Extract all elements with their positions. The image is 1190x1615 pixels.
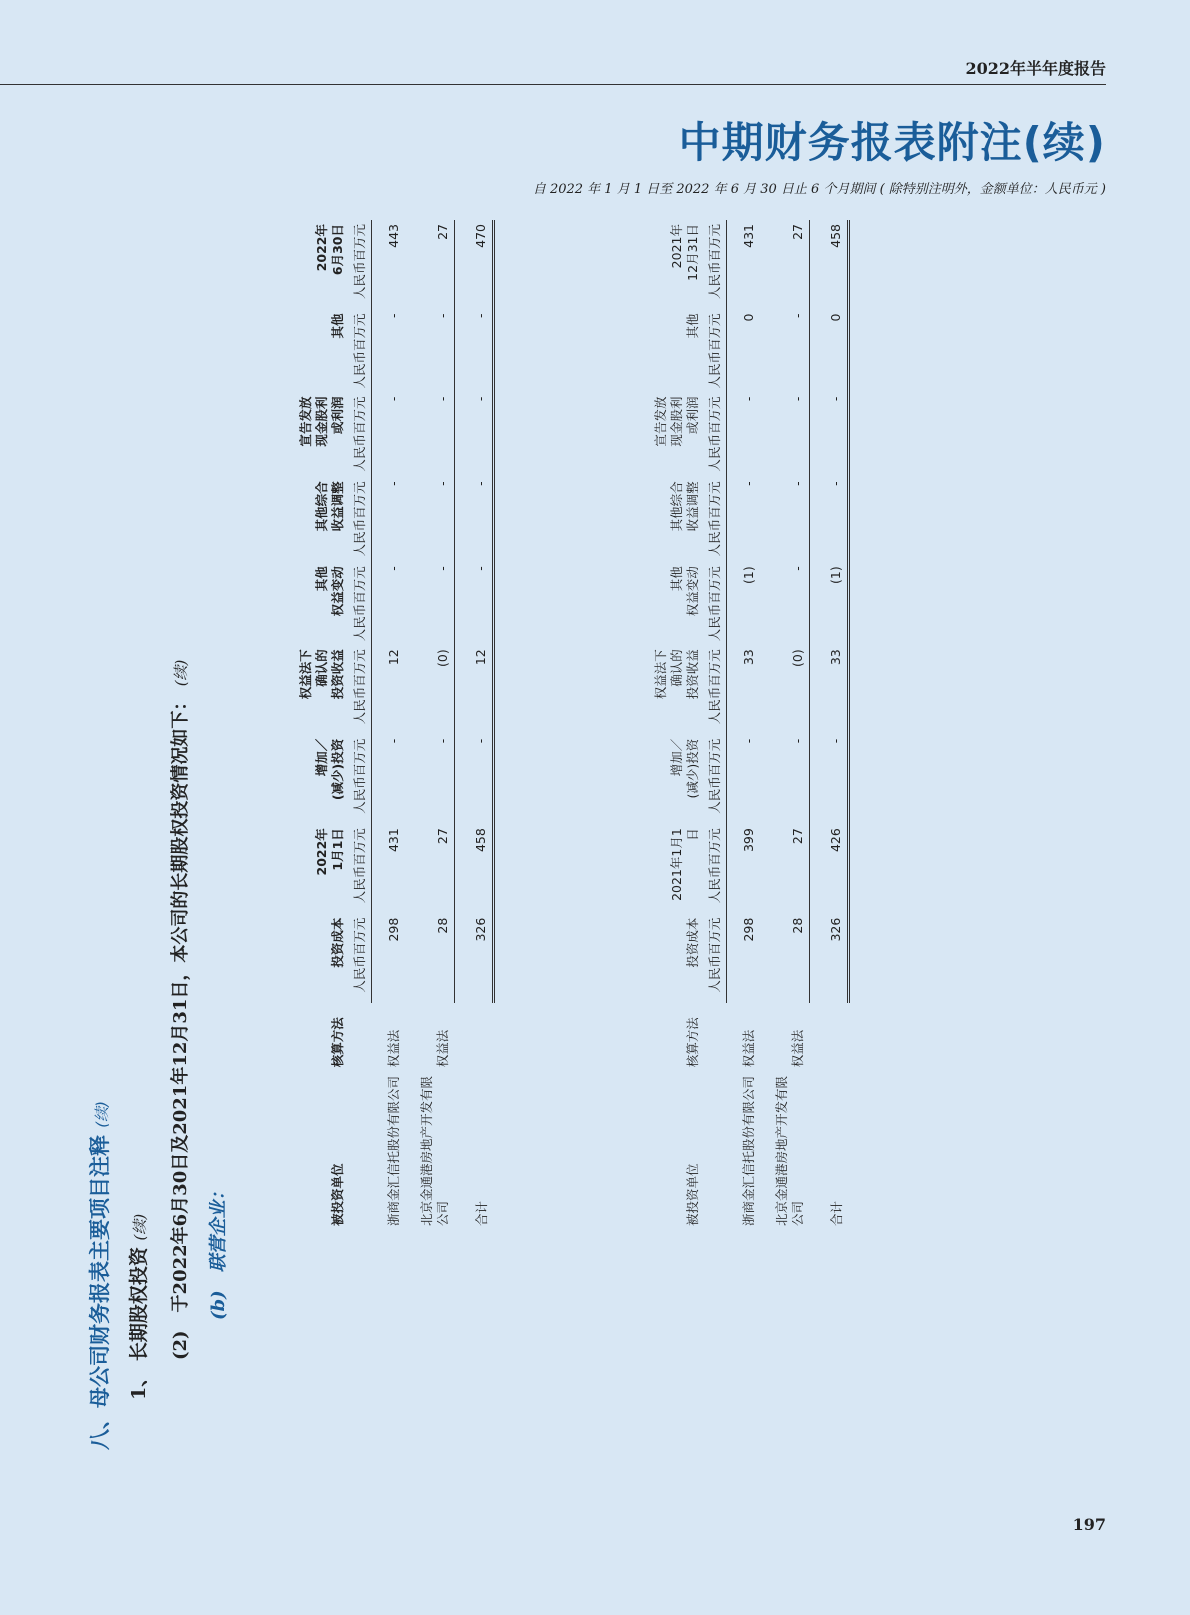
unit-cell: 人民币百万元 <box>349 914 372 1003</box>
column-header: 投资成本 <box>685 917 700 968</box>
value-cell: 27 <box>434 828 450 845</box>
value-cell: - <box>741 396 756 402</box>
column-header: 其他 权益变动 <box>314 566 345 617</box>
column-header: 投资成本 <box>330 917 345 968</box>
value-cell: - <box>386 481 401 486</box>
unit-cell: 人民币百万元 <box>704 914 727 1003</box>
table-intro <box>166 660 192 1360</box>
associates-heading: (b) 联营企业： <box>208 1182 229 1320</box>
total-value: - <box>454 393 493 478</box>
unit-cell: 人民币百万元 <box>704 220 727 310</box>
value-cell: 443 <box>386 224 401 248</box>
page-heading: 中期财务报表附注(续) <box>678 118 1106 167</box>
unit-cell: 人民币百万元 <box>704 310 727 393</box>
report-title: 2022年半年度报告 <box>965 59 1106 78</box>
value-cell: 27 <box>434 224 450 240</box>
total-value: 12 <box>454 645 493 734</box>
table-header-row <box>295 220 349 1230</box>
column-header: 权益法下 确认的 投资收益 <box>653 649 700 700</box>
value-cell: 298 <box>741 917 756 942</box>
unit-cell: 人民币百万元 <box>704 477 727 562</box>
accounting-method: 权益法 <box>790 1029 805 1068</box>
total-value <box>809 1003 848 1071</box>
unit-cell: 人民币百万元 <box>704 393 727 478</box>
section-title-cont: (续) <box>93 1100 111 1128</box>
accounting-method: 权益法 <box>386 1029 401 1068</box>
value-cell: 33 <box>741 649 756 666</box>
table-row <box>760 220 809 1230</box>
table-row <box>405 220 454 1230</box>
accounting-method: 权益法 <box>435 1029 450 1068</box>
value-cell: 28 <box>789 917 805 934</box>
value-cell: - <box>386 313 401 319</box>
value-cell: 298 <box>386 917 401 942</box>
total-label: 合计 <box>474 1200 489 1226</box>
investment-table-2021 <box>650 220 850 1230</box>
value-cell: - <box>434 396 450 402</box>
period-note: 自 2022 年 1 月 1 日至 2022 年 6 月 30 日止 6 个月期间 ( 除特别注明外，金额单位：人民币元 ) <box>532 182 1106 197</box>
value-cell: 27 <box>789 828 805 845</box>
value-cell: - <box>789 481 805 486</box>
value-cell: 28 <box>434 917 450 934</box>
unit-cell: 人民币百万元 <box>704 562 727 645</box>
column-header: 核算方法 <box>685 1017 700 1068</box>
value-cell: 27 <box>789 224 805 240</box>
table-row <box>727 220 761 1230</box>
column-header: 宣告发放 现金股利 或利润 <box>653 396 700 447</box>
column-header: 2021年 12月31日 <box>669 224 700 281</box>
value-cell: - <box>386 566 401 571</box>
value-cell: - <box>386 738 401 744</box>
total-value: 426 <box>809 824 848 913</box>
unit-cell <box>349 1003 372 1071</box>
total-value: - <box>454 735 493 824</box>
subsection-heading-cont: (续) <box>131 1213 149 1241</box>
value-cell: - <box>434 313 450 319</box>
value-cell: (1) <box>741 566 756 584</box>
page-number: 197 <box>1072 1515 1106 1534</box>
column-header: 2022年 6月30日 <box>314 224 345 276</box>
total-value: 326 <box>809 914 848 1003</box>
total-value: (1) <box>809 562 848 645</box>
value-cell: - <box>434 566 450 571</box>
total-label: 合计 <box>829 1200 844 1226</box>
total-value: - <box>809 477 848 562</box>
table-row <box>372 220 406 1230</box>
unit-cell: 人民币百万元 <box>349 220 372 310</box>
accounting-method: 权益法 <box>741 1029 756 1068</box>
column-header: 增加／ (减少)投资 <box>314 738 345 801</box>
table-total-row <box>809 220 848 1230</box>
investee-name: 浙商金汇信托股份有限公司 <box>741 1075 756 1226</box>
investee-name: 北京金通港房地产开发有限公司 <box>419 1075 450 1226</box>
value-cell: - <box>789 396 805 402</box>
column-header: 权益法下 确认的 投资收益 <box>298 649 345 700</box>
value-cell: - <box>386 396 401 402</box>
total-value: - <box>809 735 848 824</box>
investee-name: 浙商金汇信托股份有限公司 <box>386 1075 401 1226</box>
column-header: 2022年 1月1日 <box>314 828 345 876</box>
investment-table-2022 <box>295 220 495 1230</box>
investee-name: 北京金通港房地产开发有限公司 <box>774 1075 805 1226</box>
unit-cell: 人民币百万元 <box>349 735 372 824</box>
unit-cell: 人民币百万元 <box>349 824 372 913</box>
total-value: 458 <box>454 824 493 913</box>
subsection-heading-text: 1、 长期股权投资 <box>128 1247 150 1400</box>
column-header: 核算方法 <box>330 1017 345 1068</box>
column-header: 被投资单位 <box>685 1163 700 1226</box>
total-value <box>454 1003 493 1071</box>
value-cell: - <box>741 738 756 744</box>
unit-cell: 人民币百万元 <box>704 824 727 913</box>
value-cell: 431 <box>741 224 756 248</box>
value-cell: 12 <box>386 649 401 666</box>
total-value: 458 <box>809 220 848 310</box>
unit-cell <box>704 1003 727 1071</box>
table-unit-row <box>349 220 372 1230</box>
column-header: 其他 权益变动 <box>669 566 700 617</box>
column-header: 宣告发放 现金股利 或利润 <box>298 396 345 447</box>
value-cell: - <box>434 481 450 486</box>
subsection-heading <box>124 1214 151 1400</box>
table-intro-cont: (续) <box>172 659 190 687</box>
value-cell: (0) <box>789 649 805 667</box>
column-header: 其他 <box>685 313 700 339</box>
value-cell: - <box>434 738 450 744</box>
total-value: - <box>454 562 493 645</box>
column-header: 增加／ (减少)投资 <box>669 738 700 799</box>
value-cell: 399 <box>741 828 756 853</box>
table-intro-text: (2) 于2022年6月30日及2021年12月31日，本公司的长期股权投资情况如下： <box>170 692 191 1360</box>
section-title <box>84 1101 114 1450</box>
value-cell: - <box>741 481 756 486</box>
value-cell: - <box>789 738 805 744</box>
unit-cell: 人民币百万元 <box>704 735 727 824</box>
value-cell: - <box>789 566 805 571</box>
rotated-page-body <box>80 220 960 1450</box>
unit-cell: 人民币百万元 <box>349 562 372 645</box>
unit-cell <box>349 1071 372 1230</box>
table-unit-row <box>704 220 727 1230</box>
unit-cell: 人民币百万元 <box>349 310 372 393</box>
value-cell: (0) <box>434 649 450 667</box>
total-value: 470 <box>454 220 493 310</box>
unit-cell: 人民币百万元 <box>349 477 372 562</box>
unit-cell: 人民币百万元 <box>704 645 727 734</box>
total-value: - <box>454 477 493 562</box>
unit-cell: 人民币百万元 <box>349 645 372 734</box>
column-header: 其他综合 收益调整 <box>314 481 345 532</box>
section-title-text: 八、母公司财务报表主要项目注释 <box>88 1135 112 1450</box>
table-total-row <box>454 220 493 1230</box>
value-cell: - <box>789 313 805 319</box>
table-header-row <box>650 220 704 1230</box>
total-value: 0 <box>809 310 848 393</box>
unit-cell <box>704 1071 727 1230</box>
total-value: - <box>809 393 848 478</box>
total-value: - <box>454 310 493 393</box>
value-cell: 431 <box>386 828 401 853</box>
column-header: 2021年1月1日 <box>669 828 700 901</box>
total-value: 326 <box>454 914 493 1003</box>
value-cell: 0 <box>741 313 756 322</box>
unit-cell: 人民币百万元 <box>349 393 372 478</box>
column-header: 被投资单位 <box>330 1163 345 1226</box>
column-header: 其他综合 收益调整 <box>669 481 700 532</box>
column-header: 其他 <box>330 313 345 339</box>
total-value: 33 <box>809 645 848 734</box>
